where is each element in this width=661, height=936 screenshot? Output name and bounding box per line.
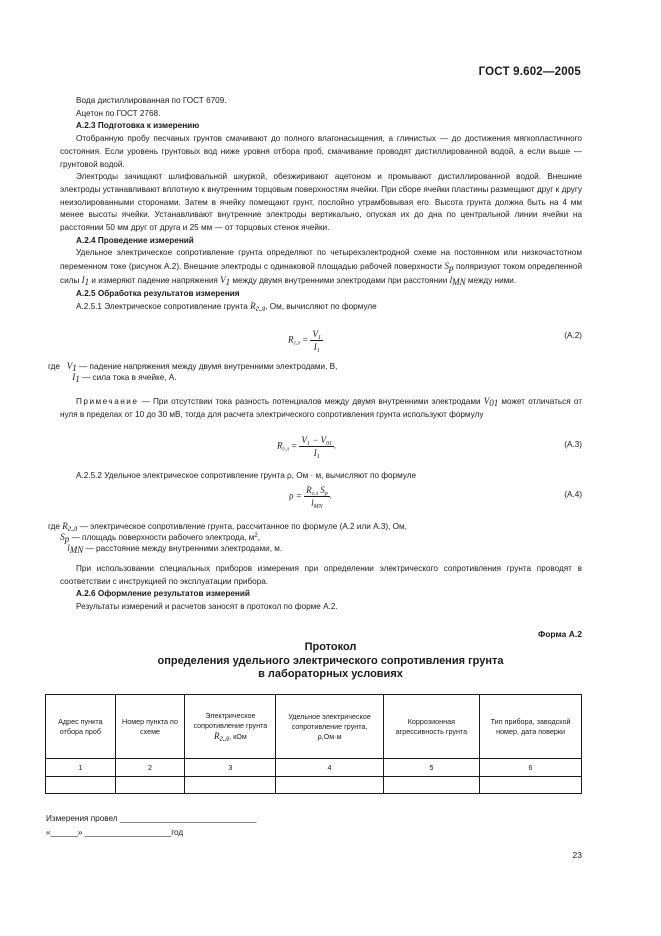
table-number-row [46, 759, 582, 777]
section-heading: А.2.5 Обработка результатов измерения [76, 288, 240, 298]
column-header: Номер пункта по схеме [115, 695, 185, 759]
section-a23-a24 [60, 95, 582, 314]
paragraph: Ацетон по ГОСТ 2768. [76, 108, 161, 118]
measured-by-line: Измерения провел ______________________________ [46, 814, 257, 823]
paragraph-a252: А.2.5.2 Удельное электрическое сопротивление грунта ρ, Ом · м, вычисляют по формуле [76, 471, 417, 480]
column-number: 3 [185, 759, 276, 777]
column-header: Электрическое сопротивление грунта $R_{г.л}$, кОм [185, 695, 276, 759]
formula-a4: ρ = $\frac{R_{г.л} S_р}{l_{MN}}$ . [289, 485, 332, 510]
column-header: Тип прибора, заводской номер, дата поверки [480, 695, 582, 759]
column-number: 6 [480, 759, 582, 777]
protocol-title: Протокол [304, 641, 357, 653]
equation-number: (А.4) [564, 490, 582, 499]
column-number: 4 [276, 759, 383, 777]
where-block-2: где $R_{г.л}$ — электрическое сопротивление грунта, рассчитанное по формуле (А.2 или А.3), Ом, $S_р$ — площадь поверхности рабочего электрода, $м^2$, $l_{MN}$ — расстояние между внутренними электродами, м. [48, 521, 407, 555]
column-number: 2 [115, 759, 185, 777]
note: Примечание — При отсутствии тока разность потенциалов между двумя внутренними электродами $V_{01}$ может отличаться от нуля в пределах от 10 до 30 мВ, тогда для расчета электрического сопротивления грунта используют формулу [60, 396, 582, 419]
table-header-row [46, 695, 582, 759]
section-heading: А.2.4 Проведение измерений [76, 235, 194, 245]
paragraph: Отобранную пробу песчаных грунтов смачивают до полного влагонасыщения, а глинистых — до достижения мягкопластичного состояния. Если уровень грунтовых вод ниже уровня отбора проб, смачивание проводят дистиллированной водой, а если выше — грунтовой водой. [60, 134, 582, 169]
section-heading: А.2.3 Подготовка к измерению [76, 121, 200, 131]
paragraph: Электроды зачищают шлифовальной шкуркой, обезжиривают ацетоном и промывают дистиллированной водой. Внешние электроды устанавливают вплотную к внутренним торцовым поверхностям ячейки. При сборе ячейки пластины размещают друг к другу неизолированными сторонами. Затем в ячейку помещают грунт, послойно утрамбовывая его. Высота грунта должна быть на 4 мм менее высоты ячейки. Устанавливают внутренние электроды вертикально, опуская их до дна по центральной линии ячейки на расстоянии 50 мм друг от друга и 25 мм — от торцовых стенок ячейки. [60, 172, 582, 233]
paragraph: А.2.5.1 Электрическое сопротивление грунта $R_{г.л}$, Ом, вычисляют по формуле [76, 301, 377, 314]
formula-a3: $R_{г.л}$ = $\frac{V_1 - V_{01}}{I_1}$ . [277, 435, 337, 460]
standard-header: ГОСТ 9.602—2005 [478, 66, 581, 78]
section-a26 [60, 563, 582, 614]
equation-number: (А.2) [564, 331, 582, 340]
equation-number: (А.3) [564, 440, 582, 449]
paragraph: При использовании специальных приборов измерения при определении электрического сопротивления грунта проводят в соответствии с инструкцией по эксплуатации прибора. [60, 564, 582, 586]
column-number: 5 [383, 759, 479, 777]
column-header: Удельное электрическое сопротивление грунта, ρ,Ом·м [276, 695, 383, 759]
column-header: Адрес пункта отбора проб [46, 695, 116, 759]
column-header: Коррозионная агрессивность грунта [383, 695, 479, 759]
protocol-subtitle: определения удельного электрического сопротивления грунта [157, 655, 504, 667]
paragraph: Результаты измерений и расчетов заносят в протокол по форме А.2. [76, 602, 338, 612]
page-number: 23 [572, 850, 582, 860]
column-number: 1 [46, 759, 116, 777]
formula-a2: $R_{г.л}$ = $\frac{V_1}{I_1}$ [288, 329, 321, 354]
protocol-subtitle: в лабораторных условиях [258, 668, 403, 680]
section-heading: А.2.6 Оформление результатов измерений [76, 589, 250, 599]
where-block-1: где $V_1$ — падение напряжения между двумя внутренними электродами, В, $I_1$ — сила тока в ячейке, А. [48, 361, 338, 384]
table-row [46, 777, 582, 794]
paragraph: Вода дистиллированная по ГОСТ 6709. [76, 96, 227, 105]
paragraph: Удельное электрическое сопротивление грунта определяют по четырехэлектродной схеме на постоянном или низкочастотном переменном токе (рисунок А.2). Внешние электроды с одинаковой площадью рабочей поверхности $S_р$ поляризуют током определенной силы $I_1$ и измеряют падение напряжения $V_1$ между двумя внутренними электродами при расстоянии $l_{MN}$ между ними. [60, 248, 583, 287]
protocol-table [45, 694, 582, 794]
form-label: Форма А.2 [537, 629, 582, 639]
date-line: «______» ___________________год [46, 828, 184, 837]
